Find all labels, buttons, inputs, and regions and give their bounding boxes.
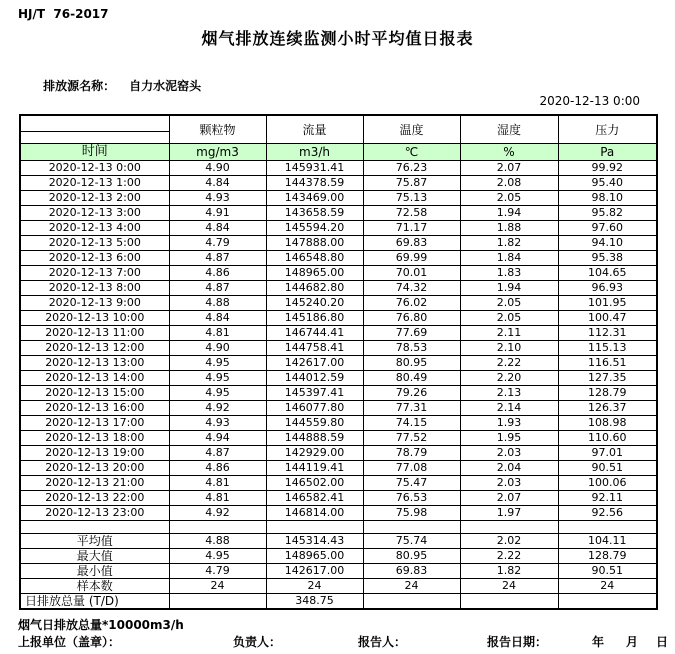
value-cell: 4.95 (169, 386, 266, 401)
summary-label: 最小值 (20, 564, 169, 579)
value-cell: 69.83 (363, 236, 460, 251)
value-cell: 77.69 (363, 326, 460, 341)
value-cell: 2.20 (460, 371, 558, 386)
value-cell: 97.01 (558, 446, 657, 461)
value-cell: 70.01 (363, 266, 460, 281)
table-row (20, 446, 657, 461)
footer-note: 烟气日排放总量*10000m3/h (18, 618, 184, 632)
value-cell: 98.10 (558, 191, 657, 206)
value-cell: 95.82 (558, 206, 657, 221)
value-cell: 4.92 (169, 401, 266, 416)
value-cell: 108.98 (558, 416, 657, 431)
value-cell: 2.10 (460, 341, 558, 356)
time-cell: 2020-12-13 13:00 (20, 356, 169, 371)
value-cell: 2.07 (460, 161, 558, 176)
table-row (20, 431, 657, 446)
empty-cell (266, 521, 363, 534)
value-cell: 148965.00 (266, 266, 363, 281)
summary-rows (20, 534, 657, 610)
summary-value: 2.22 (460, 549, 558, 564)
time-cell: 2020-12-13 14:00 (20, 371, 169, 386)
monitoring-data-table (19, 114, 658, 610)
value-cell: 1.82 (460, 236, 558, 251)
time-cell: 2020-12-13 0:00 (20, 161, 169, 176)
value-cell: 2.05 (460, 311, 558, 326)
summary-row (20, 579, 657, 594)
value-cell: 1.83 (460, 266, 558, 281)
value-cell: 1.94 (460, 281, 558, 296)
value-cell: 145240.20 (266, 296, 363, 311)
report-date-label: 报告日期： (487, 635, 548, 649)
value-cell: 92.11 (558, 491, 657, 506)
value-cell: 76.23 (363, 161, 460, 176)
value-cell: 144012.59 (266, 371, 363, 386)
spacer-row (20, 521, 657, 534)
value-cell: 4.87 (169, 251, 266, 266)
value-cell: 2.08 (460, 176, 558, 191)
value-cell: 144559.80 (266, 416, 363, 431)
value-cell: 143658.59 (266, 206, 363, 221)
time-cell: 2020-12-13 23:00 (20, 506, 169, 521)
summary-value: 4.79 (169, 564, 266, 579)
value-cell: 78.53 (363, 341, 460, 356)
value-cell: 2.22 (460, 356, 558, 371)
value-cell: 100.06 (558, 476, 657, 491)
summary-value: 128.79 (558, 549, 657, 564)
table-row (20, 251, 657, 266)
value-cell: 4.81 (169, 326, 266, 341)
responsible-label: 负责人： (233, 635, 282, 649)
empty-cell (169, 521, 266, 534)
value-cell: 1.94 (460, 206, 558, 221)
value-cell: 146502.00 (266, 476, 363, 491)
value-cell: 78.79 (363, 446, 460, 461)
value-cell: 145186.80 (266, 311, 363, 326)
summary-value: 24 (460, 579, 558, 594)
value-cell: 104.65 (558, 266, 657, 281)
page-title: 烟气排放连续监测小时平均值日报表 (201, 29, 474, 48)
unit-header-pressure: Pa (558, 144, 657, 161)
value-cell: 74.15 (363, 416, 460, 431)
time-cell: 2020-12-13 16:00 (20, 401, 169, 416)
value-cell: 146077.80 (266, 401, 363, 416)
value-cell: 146814.00 (266, 506, 363, 521)
summary-value (460, 594, 558, 610)
summary-row (20, 534, 657, 549)
table-row (20, 221, 657, 236)
value-cell: 77.08 (363, 461, 460, 476)
value-cell: 4.84 (169, 311, 266, 326)
summary-value: 24 (363, 579, 460, 594)
value-cell: 75.98 (363, 506, 460, 521)
report-datetime: 2020-12-13 0:00 (539, 94, 640, 108)
summary-label: 最大值 (20, 549, 169, 564)
value-cell: 128.79 (558, 386, 657, 401)
standard-code: HJ/T 76-2017 (18, 7, 109, 21)
time-cell: 2020-12-13 8:00 (20, 281, 169, 296)
summary-value (363, 594, 460, 610)
value-cell: 4.94 (169, 431, 266, 446)
time-cell: 2020-12-13 20:00 (20, 461, 169, 476)
value-cell: 4.88 (169, 296, 266, 311)
value-cell: 144378.59 (266, 176, 363, 191)
month-label: 月 (626, 635, 639, 649)
value-cell: 2.11 (460, 326, 558, 341)
table-row (20, 191, 657, 206)
value-cell: 4.81 (169, 491, 266, 506)
table-row (20, 386, 657, 401)
value-cell: 4.87 (169, 446, 266, 461)
unit-header-pm: mg/m3 (169, 144, 266, 161)
source-name-group (18, 63, 201, 108)
value-cell: 144888.59 (266, 431, 363, 446)
value-cell: 95.38 (558, 251, 657, 266)
empty-cell (20, 521, 169, 534)
value-cell: 90.51 (558, 461, 657, 476)
column-header-temperature: 温度 (363, 115, 460, 144)
value-cell: 76.02 (363, 296, 460, 311)
source-row (18, 63, 640, 108)
value-cell: 95.40 (558, 176, 657, 191)
summary-value: 24 (558, 579, 657, 594)
value-cell: 76.53 (363, 491, 460, 506)
summary-row (20, 594, 657, 610)
value-cell: 75.47 (363, 476, 460, 491)
summary-row (20, 549, 657, 564)
time-cell: 2020-12-13 6:00 (20, 251, 169, 266)
table-row (20, 236, 657, 251)
value-cell: 2.04 (460, 461, 558, 476)
source-name-value: 自力水泥窑头 (129, 79, 202, 93)
time-cell: 2020-12-13 1:00 (20, 176, 169, 191)
pollutant-header-row (20, 115, 657, 132)
value-cell: 80.95 (363, 356, 460, 371)
summary-value (169, 594, 266, 610)
summary-label: 样本数 (20, 579, 169, 594)
value-cell: 101.95 (558, 296, 657, 311)
value-cell: 2.03 (460, 446, 558, 461)
table-row (20, 161, 657, 176)
summary-row (20, 564, 657, 579)
value-cell: 4.81 (169, 476, 266, 491)
value-cell: 74.32 (363, 281, 460, 296)
value-cell: 79.26 (363, 386, 460, 401)
value-cell: 1.97 (460, 506, 558, 521)
value-cell: 143469.00 (266, 191, 363, 206)
value-cell: 144758.41 (266, 341, 363, 356)
time-header: 时间 (20, 144, 169, 161)
value-cell: 69.99 (363, 251, 460, 266)
value-cell: 147888.00 (266, 236, 363, 251)
value-cell: 4.91 (169, 206, 266, 221)
summary-value: 75.74 (363, 534, 460, 549)
value-cell: 4.84 (169, 176, 266, 191)
value-cell: 77.52 (363, 431, 460, 446)
unit-header-flow: m3/h (266, 144, 363, 161)
summary-value: 4.88 (169, 534, 266, 549)
column-header-flow: 流量 (266, 115, 363, 144)
year-label: 年 (592, 635, 605, 649)
empty-cell (558, 521, 657, 534)
value-cell: 99.92 (558, 161, 657, 176)
value-cell: 2.13 (460, 386, 558, 401)
time-cell: 2020-12-13 2:00 (20, 191, 169, 206)
table-row (20, 206, 657, 221)
time-cell: 2020-12-13 19:00 (20, 446, 169, 461)
value-cell: 4.92 (169, 506, 266, 521)
time-cell: 2020-12-13 22:00 (20, 491, 169, 506)
value-cell: 1.84 (460, 251, 558, 266)
value-cell: 146582.41 (266, 491, 363, 506)
value-cell: 4.93 (169, 191, 266, 206)
value-cell: 2.03 (460, 476, 558, 491)
value-cell: 4.87 (169, 281, 266, 296)
value-cell: 144682.80 (266, 281, 363, 296)
time-cell: 2020-12-13 17:00 (20, 416, 169, 431)
summary-value: 348.75 (266, 594, 363, 610)
table-row (20, 506, 657, 521)
table-row (20, 296, 657, 311)
value-cell: 126.37 (558, 401, 657, 416)
value-cell: 146548.80 (266, 251, 363, 266)
value-cell: 146744.41 (266, 326, 363, 341)
time-cell: 2020-12-13 12:00 (20, 341, 169, 356)
blank-header-cell (20, 115, 169, 132)
time-cell: 2020-12-13 11:00 (20, 326, 169, 341)
table-row (20, 326, 657, 341)
value-cell: 115.13 (558, 341, 657, 356)
table-row (20, 401, 657, 416)
reporter-label: 报告人： (358, 635, 407, 649)
value-cell: 4.79 (169, 236, 266, 251)
value-cell: 116.51 (558, 356, 657, 371)
value-cell: 94.10 (558, 236, 657, 251)
summary-value: 69.83 (363, 564, 460, 579)
table-row (20, 416, 657, 431)
value-cell: 96.93 (558, 281, 657, 296)
table-row (20, 356, 657, 371)
time-cell: 2020-12-13 21:00 (20, 476, 169, 491)
value-cell: 4.90 (169, 341, 266, 356)
empty-cell (460, 521, 558, 534)
value-cell: 77.31 (363, 401, 460, 416)
empty-cell (363, 521, 460, 534)
value-cell: 2.14 (460, 401, 558, 416)
time-cell: 2020-12-13 15:00 (20, 386, 169, 401)
blank-subheader-cell (20, 132, 169, 144)
value-cell: 144119.41 (266, 461, 363, 476)
value-cell: 142929.00 (266, 446, 363, 461)
value-cell: 4.95 (169, 371, 266, 386)
value-cell: 145594.20 (266, 221, 363, 236)
table-row (20, 371, 657, 386)
table-row (20, 341, 657, 356)
table-row (20, 311, 657, 326)
summary-value (558, 594, 657, 610)
value-cell: 72.58 (363, 206, 460, 221)
time-cell: 2020-12-13 10:00 (20, 311, 169, 326)
value-cell: 92.56 (558, 506, 657, 521)
time-cell: 2020-12-13 18:00 (20, 431, 169, 446)
table-row (20, 176, 657, 191)
table-row (20, 281, 657, 296)
time-cell: 2020-12-13 3:00 (20, 206, 169, 221)
summary-value: 24 (169, 579, 266, 594)
summary-value: 1.82 (460, 564, 558, 579)
column-header-pm: 颗粒物 (169, 115, 266, 144)
table-row (20, 266, 657, 281)
summary-value: 90.51 (558, 564, 657, 579)
summary-value: 142617.00 (266, 564, 363, 579)
unit-header-humidity: % (460, 144, 558, 161)
time-cell: 2020-12-13 4:00 (20, 221, 169, 236)
table-row (20, 476, 657, 491)
source-name-label: 排放源名称： (43, 79, 116, 93)
summary-label: 日排放总量 (T/D) (20, 594, 169, 610)
time-cell: 2020-12-13 7:00 (20, 266, 169, 281)
value-cell: 80.49 (363, 371, 460, 386)
value-cell: 110.60 (558, 431, 657, 446)
unit-header-row (20, 144, 657, 161)
hourly-rows (20, 161, 657, 534)
table-row (20, 491, 657, 506)
value-cell: 145931.41 (266, 161, 363, 176)
day-label: 日 (656, 635, 669, 649)
column-header-humidity: 湿度 (460, 115, 558, 144)
value-cell: 2.05 (460, 296, 558, 311)
value-cell: 75.13 (363, 191, 460, 206)
value-cell: 76.80 (363, 311, 460, 326)
column-header-pressure: 压力 (558, 115, 657, 144)
value-cell: 100.47 (558, 311, 657, 326)
summary-value: 145314.43 (266, 534, 363, 549)
value-cell: 75.87 (363, 176, 460, 191)
value-cell: 71.17 (363, 221, 460, 236)
value-cell: 2.07 (460, 491, 558, 506)
value-cell: 4.95 (169, 356, 266, 371)
summary-value: 148965.00 (266, 549, 363, 564)
value-cell: 97.60 (558, 221, 657, 236)
value-cell: 4.84 (169, 221, 266, 236)
value-cell: 4.86 (169, 461, 266, 476)
value-cell: 1.95 (460, 431, 558, 446)
value-cell: 4.90 (169, 161, 266, 176)
value-cell: 142617.00 (266, 356, 363, 371)
value-cell: 1.88 (460, 221, 558, 236)
summary-value: 80.95 (363, 549, 460, 564)
value-cell: 4.86 (169, 266, 266, 281)
unit-header-temperature: ℃ (363, 144, 460, 161)
summary-value: 104.11 (558, 534, 657, 549)
table-row (20, 461, 657, 476)
value-cell: 1.93 (460, 416, 558, 431)
unit-seal-label: 上报单位（盖章）： (18, 635, 121, 649)
summary-value: 2.02 (460, 534, 558, 549)
signature-row (0, 633, 675, 649)
value-cell: 145397.41 (266, 386, 363, 401)
summary-label: 平均值 (20, 534, 169, 549)
value-cell: 2.05 (460, 191, 558, 206)
summary-value: 24 (266, 579, 363, 594)
value-cell: 4.93 (169, 416, 266, 431)
value-cell: 127.35 (558, 371, 657, 386)
summary-value: 4.95 (169, 549, 266, 564)
time-cell: 2020-12-13 9:00 (20, 296, 169, 311)
value-cell: 112.31 (558, 326, 657, 341)
time-cell: 2020-12-13 5:00 (20, 236, 169, 251)
